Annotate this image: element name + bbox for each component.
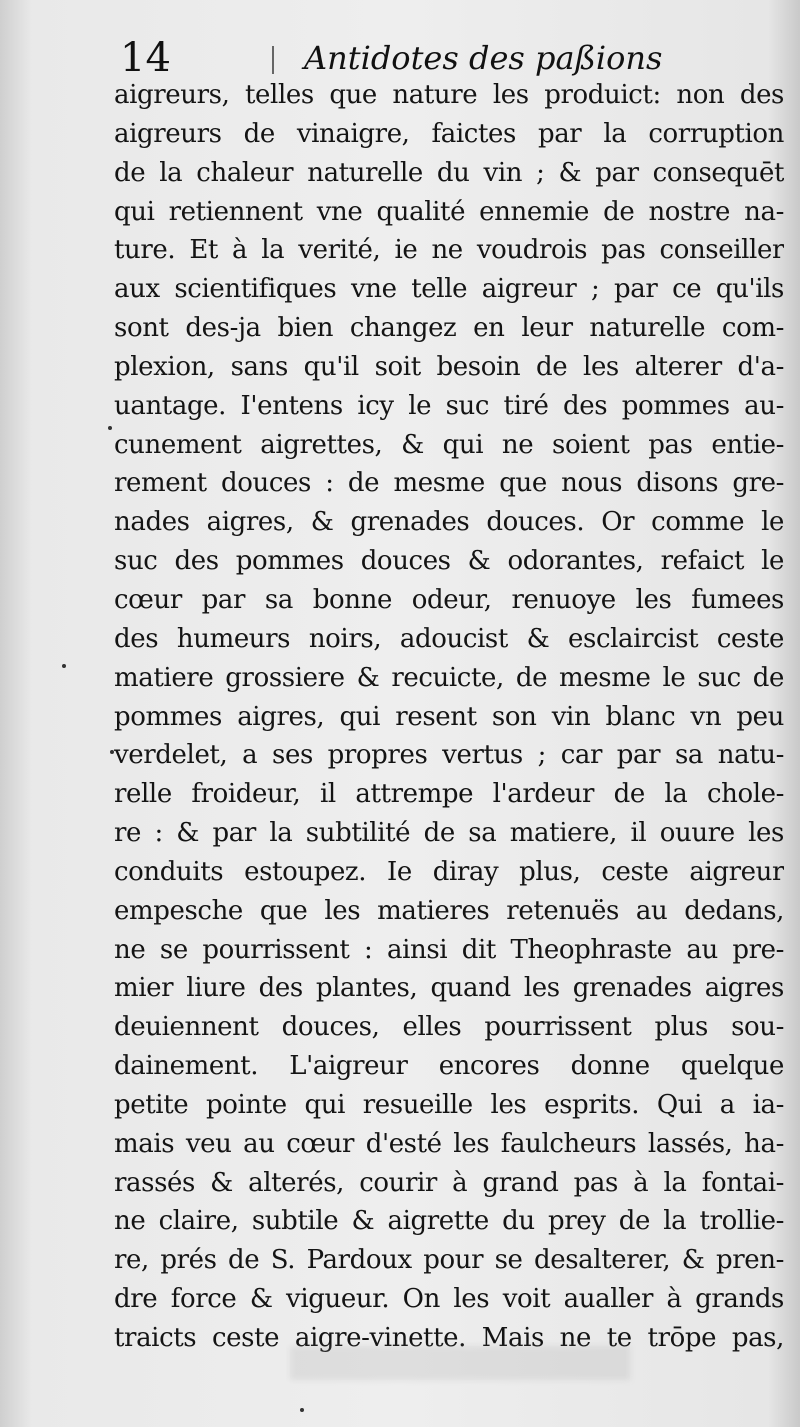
- text-line: re, prés de S. Pardoux pour se desalterer, & pren-: [114, 1245, 784, 1276]
- text-line: cœur par sa bonne odeur, renuoye les fumees: [114, 584, 784, 615]
- text-line: qui retiennent vne qualité ennemie de nostre na-: [114, 196, 784, 227]
- text-line: rassés & alterés, courir à grand pas à la fontai-: [114, 1167, 784, 1198]
- text-line: sont des-ja bien changez en leur naturelle com-: [114, 313, 784, 344]
- ink-speck: [62, 664, 66, 668]
- text-line: ne claire, subtile & aigrette du prey de la trollie-: [114, 1206, 784, 1237]
- text-line: dre force & vigueur. On les voit aualler à grands: [114, 1284, 784, 1315]
- text-line: dainement. L'aigreur encores donne quelque: [114, 1051, 784, 1082]
- text-line: cunement aigrettes, & qui ne soient pas entie-: [114, 429, 784, 460]
- text-line: aigreurs de vinaigre, faictes par la corruption: [114, 118, 784, 149]
- ink-speck: [108, 426, 112, 430]
- text-line: matiere grossiere & recuicte, de mesme le suc de: [114, 662, 784, 693]
- text-line: de la chaleur naturelle du vin ; & par consequēt: [114, 157, 784, 188]
- text-line: mier liure des plantes, quand les grenades aigres: [114, 973, 784, 1004]
- page-number: 14: [120, 35, 171, 81]
- text-line: pommes aigres, qui resent son vin blanc vn peu: [114, 701, 784, 732]
- show-through: [290, 1346, 630, 1380]
- text-line: deuiennent douces, elles pourrissent plus sou-: [114, 1012, 784, 1043]
- text-line: re : & par la subtilité de sa matiere, il ouure les: [114, 818, 784, 849]
- text-line: uantage. I'entens icy le suc tiré des pommes au-: [114, 390, 784, 421]
- text-line: relle froideur, il attrempe l'ardeur de la chole-: [114, 779, 784, 810]
- text-line: rement douces : de mesme que nous disons gre-: [114, 468, 784, 499]
- text-line: ture. Et à la verité, ie ne voudrois pas conseiller: [114, 235, 784, 266]
- body-text: [114, 76, 784, 1358]
- text-line: mais veu au cœur d'esté les faulcheurs lassés, ha-: [114, 1128, 784, 1159]
- text-line: plexion, sans qu'il soit besoin de les alterer d'a-: [114, 351, 784, 382]
- text-line: ne se pourrissent : ainsi dit Theophraste au pre-: [114, 934, 784, 965]
- text-line: verdelet, a ses propres vertus ; car par sa natu-: [114, 740, 784, 771]
- text-line: petite pointe qui resueille les esprits. Qui a ia-: [114, 1089, 784, 1120]
- text-line: aux scientifiques vne telle aigreur ; par ce qu'ils: [114, 274, 784, 305]
- text-line: des humeurs noirs, adoucist & esclaircist ceste: [114, 623, 784, 654]
- header-divider: [272, 46, 274, 74]
- text-line: traicts ceste aigre-vinette. Mais ne te trōpe pas,: [114, 1323, 784, 1353]
- text-line: aigreurs, telles que nature les produict: non des: [114, 80, 784, 110]
- text-line: conduits estoupez. Ie diray plus, ceste aigreur: [114, 856, 784, 887]
- text-line: nades aigres, & grenades douces. Or comme le: [114, 507, 784, 538]
- text-line: suc des pommes douces & odorantes, refaict le: [114, 546, 784, 577]
- ink-speck: [300, 1408, 304, 1412]
- ink-speck: [110, 750, 114, 754]
- text-line: empesche que les matieres retenuës au dedans,: [114, 895, 784, 926]
- running-title: Antidotes des paßions: [304, 39, 663, 77]
